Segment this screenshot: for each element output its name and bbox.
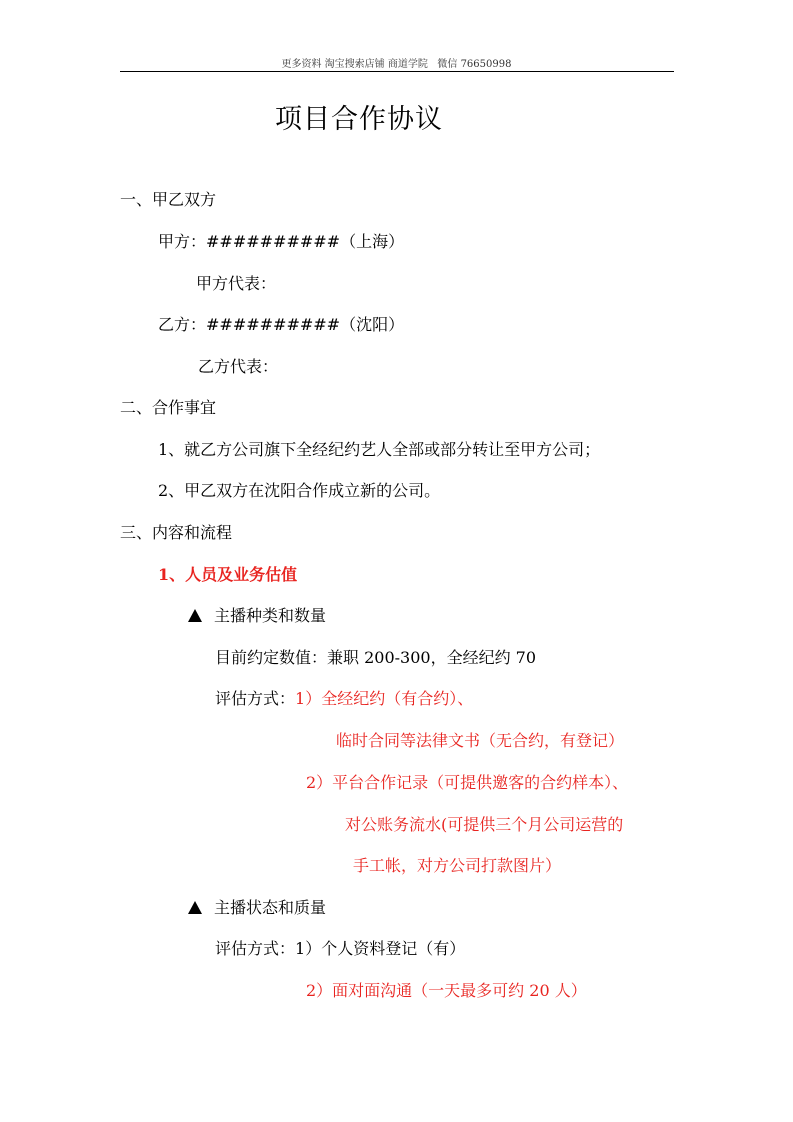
eval-2-item-2: 2）面对面沟通（一天最多可约 20 人） xyxy=(306,981,587,1000)
bullet-anchor-status xyxy=(188,898,326,918)
header-divider xyxy=(120,71,674,72)
party-b-rep-line: 乙方代表： xyxy=(198,357,279,376)
party-b-line: 乙方：##########（沈阳） xyxy=(158,315,405,334)
section-3-heading: 三、内容和流程 xyxy=(120,523,233,542)
section-2-item-1: 1、就乙方公司旗下全经纪约艺人全部或部分转让至甲方公司； xyxy=(158,440,601,459)
section-3-subheading-1: 1、人员及业务估值 xyxy=(158,565,298,584)
eval-line-1 xyxy=(215,689,473,709)
party-a-line: 甲方：##########（上海） xyxy=(158,232,405,251)
eval-label: 评估方式： xyxy=(215,939,296,958)
section-1-heading: 一、甲乙双方 xyxy=(120,190,217,209)
party-a-rep-line: 甲方代表： xyxy=(196,274,277,293)
document-title: 项目合作协议 xyxy=(275,104,443,135)
current-count-line: 目前约定数值：兼职 200-300，全经纪约 70 xyxy=(215,648,537,667)
eval-1-item-2-cont: 对公账务流水(可提供三个月公司运营的 xyxy=(345,815,624,834)
triangle-bullet-icon xyxy=(188,609,202,622)
eval-1-item-1-cont: 临时合同等法律文书（无合约，有登记） xyxy=(336,731,625,750)
eval-1-item-1: 1）全经纪约（有合约）、 xyxy=(295,689,474,708)
section-2-item-2: 2、甲乙双方在沈阳合作成立新的公司。 xyxy=(158,481,441,500)
eval-label: 评估方式： xyxy=(215,689,296,708)
eval-line-2 xyxy=(215,939,465,959)
section-2-heading: 二、合作事宜 xyxy=(120,398,217,417)
eval-1-item-2: 2）平台合作记录（可提供邀客的合约样本）、 xyxy=(306,773,629,792)
eval-2-item-1: 1）个人资料登记（有） xyxy=(295,939,466,958)
triangle-bullet-icon xyxy=(188,901,202,914)
page-header: 更多资料 淘宝搜索店铺 商道学院 微信 76650998 xyxy=(281,59,512,70)
bullet-anchor-types xyxy=(188,606,326,626)
eval-1-item-2-cont-2: 手工帐，对方公司打款图片） xyxy=(353,856,562,875)
bullet-2-label: 主播状态和质量 xyxy=(214,898,327,917)
bullet-1-label: 主播种类和数量 xyxy=(214,606,327,625)
